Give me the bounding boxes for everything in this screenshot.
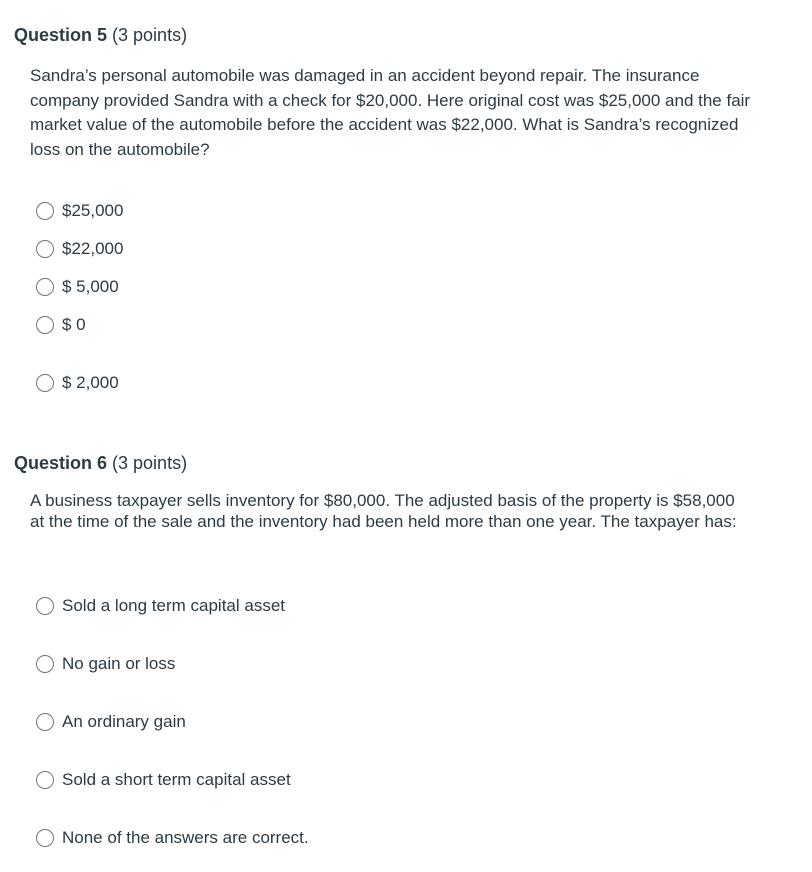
option-label: Sold a short term capital asset xyxy=(62,770,291,789)
option-label: $ 2,000 xyxy=(62,373,119,392)
question-title: Question 5 xyxy=(14,25,108,45)
option-label: Sold a long term capital asset xyxy=(62,596,286,615)
radio-button[interactable] xyxy=(36,374,54,392)
option-label: An ordinary gain xyxy=(62,712,186,731)
q5-option-1[interactable] xyxy=(36,201,123,221)
question-6-text: A business taxpayer sells inventory for $80,000. The adjusted basis of the property is $58,000 at the time of the sale and the inventory had been held more than one year. The taxpayer has: xyxy=(30,491,737,531)
radio-button[interactable] xyxy=(36,655,54,673)
q6-option-2[interactable] xyxy=(36,654,175,674)
question-title: Question 6 xyxy=(14,453,108,473)
q6-option-3[interactable] xyxy=(36,712,186,732)
radio-button[interactable] xyxy=(36,771,54,789)
radio-button[interactable] xyxy=(36,278,54,296)
question-6-header xyxy=(14,453,187,474)
q5-option-3[interactable] xyxy=(36,277,119,297)
q6-option-4[interactable] xyxy=(36,770,291,790)
q5-option-4[interactable] xyxy=(36,315,86,335)
question-5-header xyxy=(14,25,187,46)
radio-button[interactable] xyxy=(36,713,54,731)
radio-button[interactable] xyxy=(36,316,54,334)
q5-option-2[interactable] xyxy=(36,239,123,259)
option-label: No gain or loss xyxy=(62,654,176,673)
option-label: $25,000 xyxy=(62,201,124,220)
q5-option-5[interactable] xyxy=(36,373,119,393)
question-points: (3 points) xyxy=(112,25,188,45)
option-label: $ 5,000 xyxy=(62,277,119,296)
option-label: $22,000 xyxy=(62,239,124,258)
radio-button[interactable] xyxy=(36,240,54,258)
radio-button[interactable] xyxy=(36,202,54,220)
question-points: (3 points) xyxy=(112,453,188,473)
option-label: None of the answers are correct. xyxy=(62,828,309,847)
option-label: $ 0 xyxy=(62,315,86,334)
radio-button[interactable] xyxy=(36,597,54,615)
q6-option-5[interactable] xyxy=(36,828,309,848)
radio-button[interactable] xyxy=(36,829,54,847)
question-5-text: Sandra’s personal automobile was damaged in an accident beyond repair. The insurance company provided Sandra with a check for $20,000. Here original cost was $25,000 and the fair market value of the automobile before the accident was $22,000. What is Sandra’s recognized loss on the automobile? xyxy=(30,66,751,159)
q6-option-1[interactable] xyxy=(36,596,285,616)
